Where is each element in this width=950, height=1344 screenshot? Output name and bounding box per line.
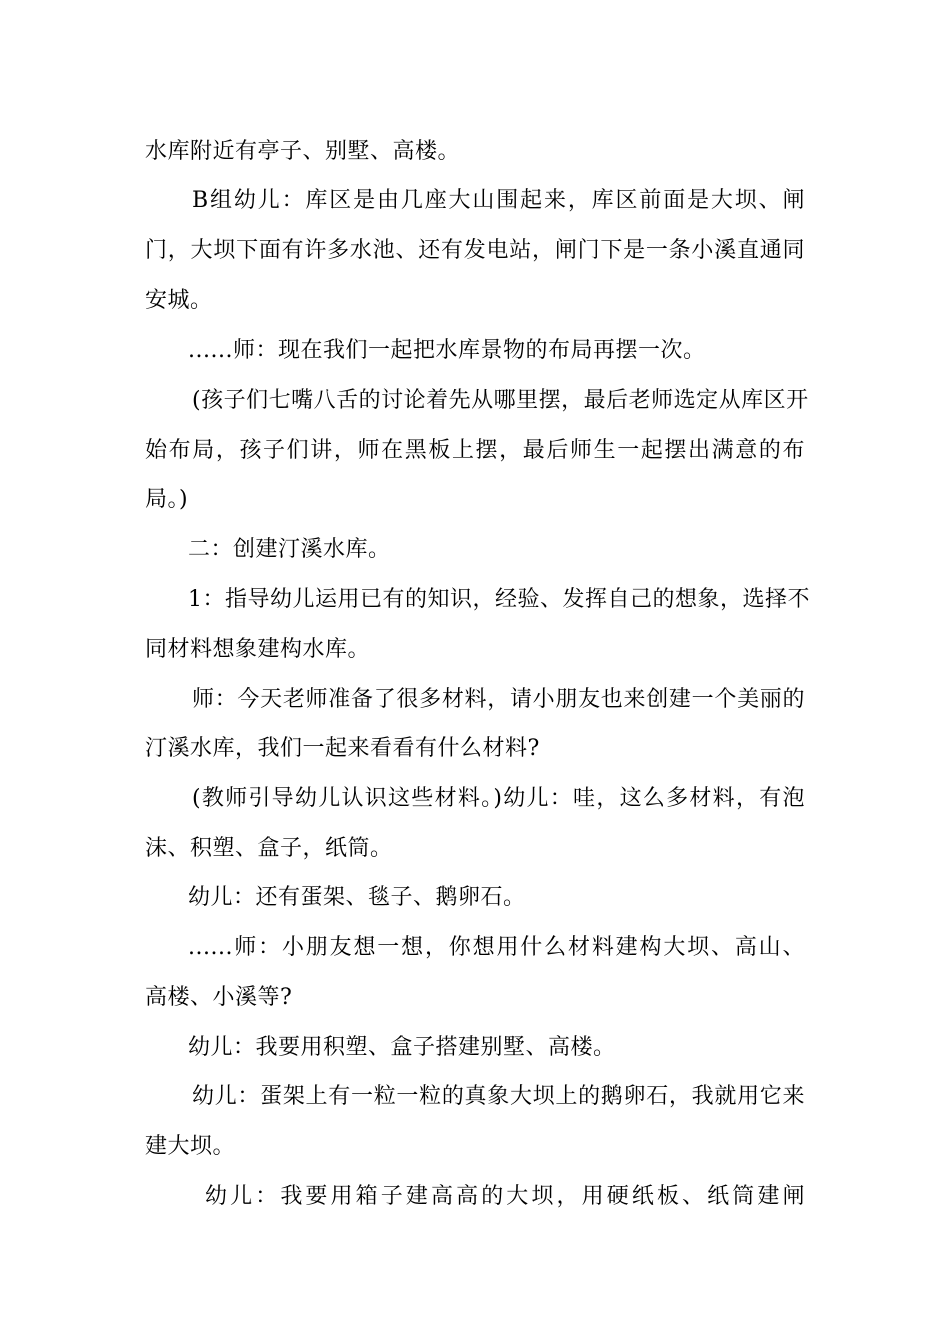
text-line: 门，大坝下面有许多水池、还有发电站，闸门下是一条小溪直通同 bbox=[145, 238, 805, 263]
text-line: 高楼、小溪等? bbox=[145, 985, 293, 1010]
text-line: (教师引导幼儿认识这些材料。)幼儿：哇，这么多材料，有泡 bbox=[192, 786, 805, 811]
text-line: 同材料想象建构水库。 bbox=[145, 637, 371, 662]
text-line: B组幼儿：库区是由几座大山围起来，库区前面是大坝、闸 bbox=[192, 188, 805, 213]
text-line: 幼儿：蛋架上有一粒一粒的真象大坝上的鹅卵石，我就用它来 bbox=[192, 1084, 805, 1109]
text-line: (孩子们七嘴八舌的讨论着先从哪里摆，最后老师选定从库区开 bbox=[192, 388, 809, 413]
text-line: 水库附近有亭子、别墅、高楼。 bbox=[145, 139, 461, 164]
text-line: ......师：小朋友想一想，你想用什么材料建构大坝、高山、 bbox=[188, 935, 805, 960]
text-line: 安城。 bbox=[145, 288, 213, 313]
text-line: 幼儿：还有蛋架、毯子、鹅卵石。 bbox=[188, 885, 526, 910]
text-line: 局。) bbox=[145, 487, 189, 512]
text-line: 汀溪水库，我们一起来看看有什么材料? bbox=[145, 736, 540, 761]
text-line: 1：指导幼儿运用已有的知识，经验、发挥自己的想象，选择不 bbox=[188, 587, 810, 612]
text-line: 建大坝。 bbox=[145, 1134, 236, 1159]
text-line: 幼儿：我要用积塑、盒子搭建别墅、高楼。 bbox=[188, 1035, 616, 1060]
text-line: 始布局，孩子们讲，师在黑板上摆，最后师生一起摆出满意的布 bbox=[145, 438, 805, 463]
text-line: 师：今天老师准备了很多材料，请小朋友也来创建一个美丽的 bbox=[192, 687, 805, 712]
text-line: ......师：现在我们一起把水库景物的布局再摆一次。 bbox=[188, 338, 706, 363]
text-line: 二：创建汀溪水库。 bbox=[188, 537, 391, 562]
text-line: 幼儿：我要用箱子建高高的大坝，用硬纸板、纸筒建闸 bbox=[205, 1184, 805, 1209]
text-line: 沫、积塑、盒子，纸筒。 bbox=[145, 836, 393, 861]
